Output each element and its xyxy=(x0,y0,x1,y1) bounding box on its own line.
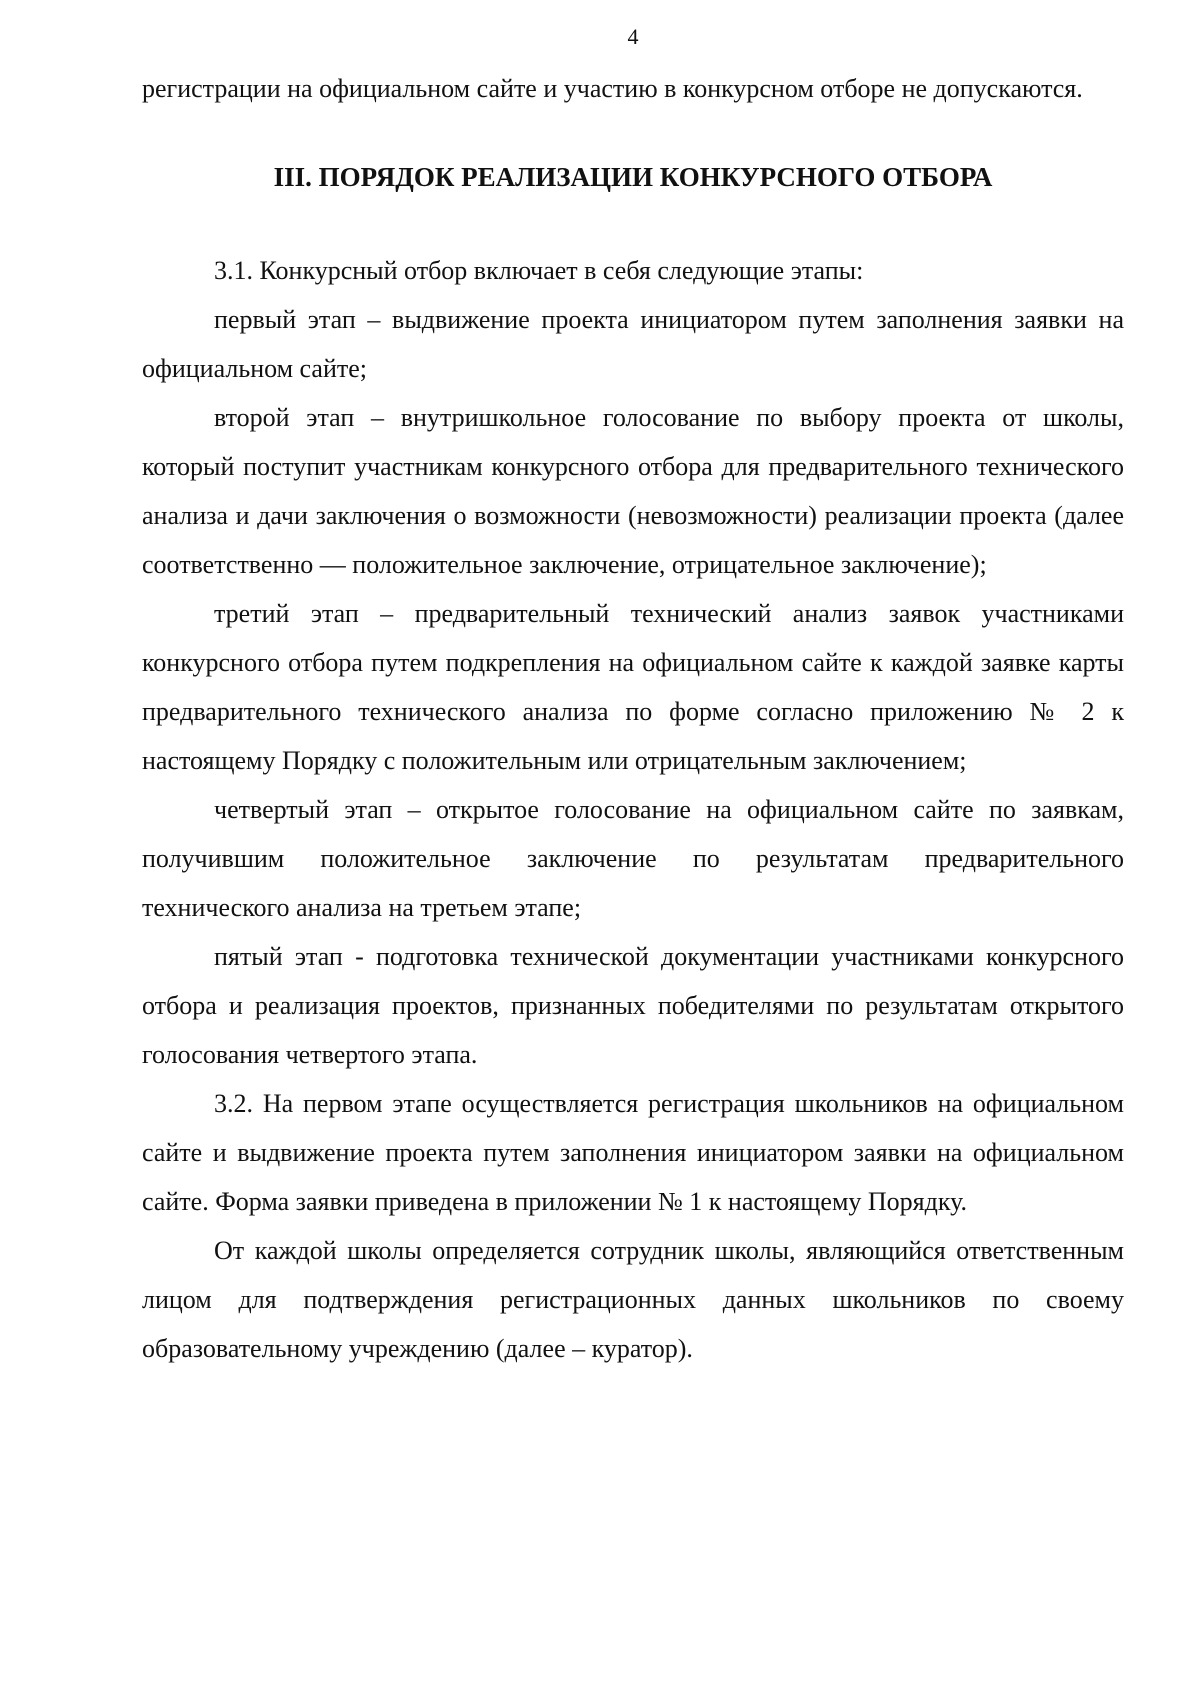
paragraph-stage-4: четвертый этап – открытое голосование на официальном сайте по заявкам, получившим положительное заключение по результатам предварительного технического анализа на третьем этапе; xyxy=(142,795,1124,922)
paragraph-3-2: 3.2. На первом этапе осуществляется регистрация школьников на официальном сайте и выдвижение проекта путем заполнения инициатором заявки на официальном сайте. Форма заявки приведена в приложении № 1 к настоящему Порядку. xyxy=(142,1089,1124,1216)
paragraph-3-1: 3.1. Конкурсный отбор включает в себя следующие этапы: xyxy=(214,256,864,285)
continuation-paragraph: регистрации на официальном сайте и участию в конкурсном отборе не допускаются. xyxy=(142,74,1083,103)
section-heading: III. ПОРЯДОК РЕАЛИЗАЦИИ КОНКУРСНОГО ОТБОРА xyxy=(273,162,993,192)
paragraph-curator: От каждой школы определяется сотрудник школы, являющийся ответственным лицом для подтверждения регистрационных данных школьников по своему образовательному учреждению (далее – куратор). xyxy=(142,1236,1124,1363)
document-page xyxy=(142,22,1124,1373)
paragraph-stage-2: второй этап – внутришкольное голосование по выбору проекта от школы, который поступит участникам конкурсного отбора для предварительного технического анализа и дачи заключения о возможности (невозможности) реализации проекта (далее соответственно — положительное заключение, отрицательное заключение); xyxy=(142,403,1124,579)
paragraph-stage-5: пятый этап - подготовка технической документации участниками конкурсного отбора и реализация проектов, признанных победителями по результатам открытого голосования четвертого этапа. xyxy=(142,942,1124,1069)
page-number: 4 xyxy=(627,24,639,49)
paragraph-stage-1: первый этап – выдвижение проекта инициатором путем заполнения заявки на официальном сайте; xyxy=(142,305,1124,383)
paragraph-stage-3: третий этап – предварительный технический анализ заявок участниками конкурсного отбора путем подкрепления на официальном сайте к каждой заявке карты предварительного технического анализа по форме согласно приложению № 2 к настоящему Порядку с положительным или отрицательным заключением; xyxy=(142,599,1124,775)
